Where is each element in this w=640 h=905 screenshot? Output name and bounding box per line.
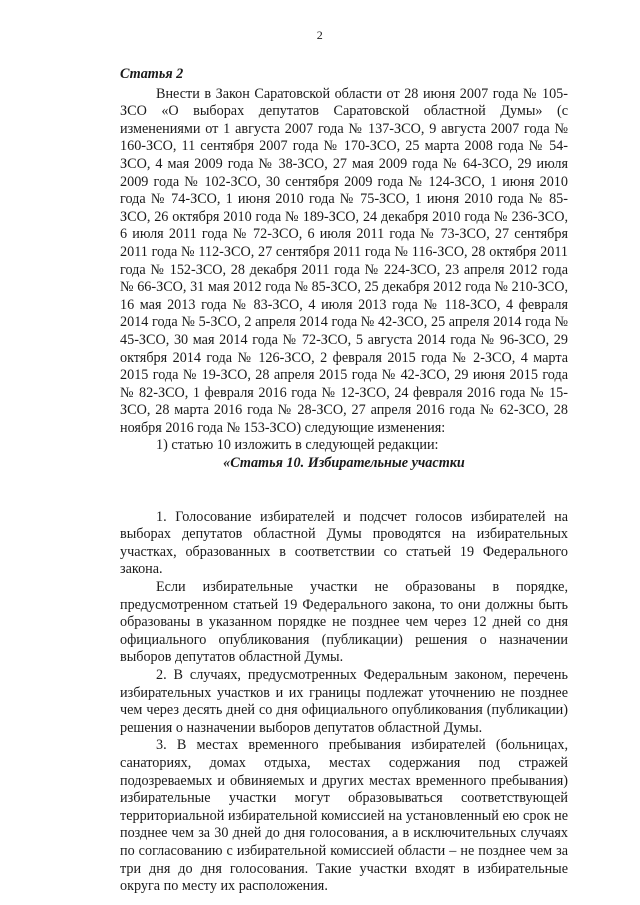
paragraph-3: 3. В местах временного пребывания избирателей (больницах, санаториях, домах отдыха, местах содержания под стражей подозреваемых и обвиняемых и других местах временного пребывания) избирательные участки могут образовываться соответствующей территориальной избирательной комиссией на установленный ею срок не позднее чем за 30 дней до дня голосования, а в исключительных случаях по согласованию с избирательной комиссией области – не позднее чем за три дня до дня голосования. Такие участки входят в избирательные округа по месту их расположения. [120, 737, 568, 895]
document-body [120, 66, 568, 896]
article-heading: Статья 2 [120, 66, 184, 82]
spacer [120, 473, 568, 509]
intro-paragraph: Внести в Закон Саратовской области от 28 июня 2007 года № 105-ЗСО «О выборах депутатов Саратовской областной Думы» (с изменениями от 1 августа 2007 года № 137-ЗСО, 9 августа 2007 года № 160-ЗСО, 11 сентября 2007 года № 170-ЗСО, 25 марта 2008 года № 54-ЗСО, 4 мая 2009 года № 38-ЗСО, 27 мая 2009 года № 64-ЗСО, 29 июля 2009 года № 102-ЗСО, 30 сентября 2009 года № 124-ЗСО, 1 июня 2010 года № 74-ЗСО, 1 июня 2010 года № 75-ЗСО, 1 июня 2010 года № 85-ЗСО, 26 октября 2010 года № 189-ЗСО, 24 декабря 2010 года № 236-ЗСО, 6 июля 2011 года № 72-ЗСО, 6 июля 2011 года № 73-ЗСО, 27 сентября 2011 года № 112-ЗСО, 27 сентября 2011 года № 116-ЗСО, 28 октября 2011 года № 152-ЗСО, 28 декабря 2011 года № 224-ЗСО, 23 апреля 2012 года № 66-ЗСО, 31 мая 2012 года № 85-ЗСО, 25 декабря 2012 года № 210-ЗСО, 16 мая 2013 года № 83-ЗСО, 4 июля 2013 года № 118-ЗСО, 4 февраля 2014 года № 5-ЗСО, 2 апреля 2014 года № 42-ЗСО, 25 апреля 2014 года № 45-ЗСО, 30 мая 2014 года № 72-ЗСО, 5 августа 2014 года № 96-ЗСО, 29 октября 2014 года № 126-ЗСО, 2 февраля 2015 года № 2-ЗСО, 4 марта 2015 года № 19-ЗСО, 28 апреля 2015 года № 42-ЗСО, 29 июня 2015 года № 82-ЗСО, 1 февраля 2016 года № 12-ЗСО, 24 февраля 2016 года № 15-ЗСО, 28 марта 2016 года № 28-ЗСО, 27 апреля 2016 года № 62-ЗСО, 28 ноября 2016 года № 153-ЗСО) следующие изменения: [120, 85, 568, 436]
paragraph-1: 1. Голосование избирателей и подсчет голосов избирателей на выборах депутатов областной Думы проводятся на избирательных участках, образованных в соответствии со статьей 19 Федерального закона. [120, 508, 568, 578]
paragraph-2: 2. В случаях, предусмотренных Федеральным законом, перечень избирательных участков и их границы подлежат уточнению не позднее чем через десять дней со дня официального опубликования (публикации) решения о назначении выборов депутатов областной Думы. [120, 667, 568, 736]
paragraph-1-continued: Если избирательные участки не образованы в порядке, предусмотренном статьей 19 Федерального закона, то они должны быть образованы в указанном порядке не позднее чем через 12 дней со дня официального опубликования (публикации) решения о назначении выборов депутатов областной Думы. [120, 579, 568, 666]
new-article-heading: «Статья 10. Избирательные участки [223, 455, 465, 472]
amendment-item-1: 1) статью 10 изложить в следующей редакции: [156, 437, 439, 454]
page-number: 2 [316, 28, 324, 42]
